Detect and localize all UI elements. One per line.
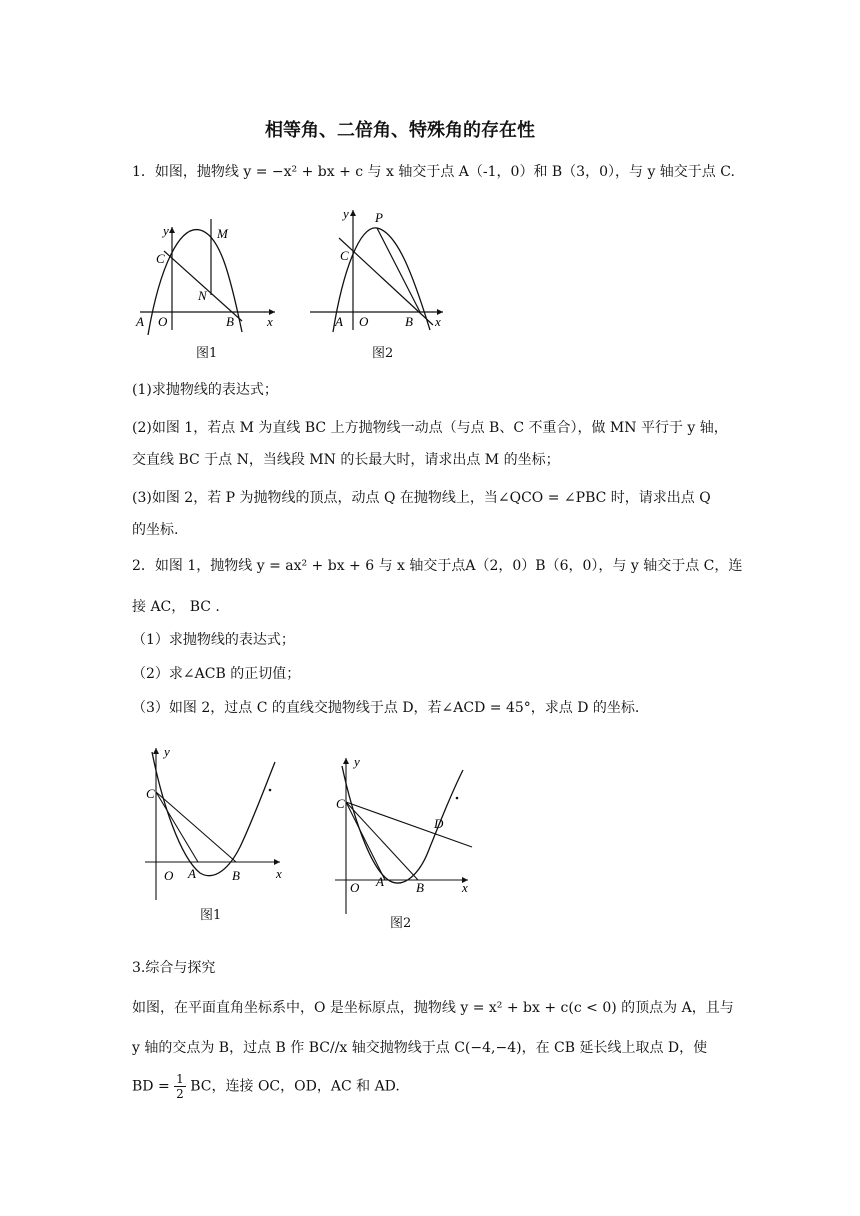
svg-text:x: x <box>267 314 273 329</box>
svg-text:x: x <box>276 866 282 881</box>
problem-2-figure-2-caption: 图2 <box>390 916 412 931</box>
problem-1-figure-1-caption: 图1 <box>196 346 218 361</box>
svg-text:D: D <box>434 816 444 831</box>
svg-text:y: y <box>343 206 349 221</box>
svg-text:C: C <box>146 786 155 801</box>
svg-text:y: y <box>354 754 360 769</box>
problem-3-line-3-lhs: BD = <box>132 1078 170 1095</box>
fraction-one-half <box>174 1072 186 1101</box>
svg-text:O: O <box>359 314 369 329</box>
svg-text:C: C <box>336 796 345 811</box>
problem-3-line-1: 如图，在平面直角坐标系中，O 是坐标原点，抛物线 y = x² + bx + c(c < 0) 的顶点为 A，且与 <box>132 1000 734 1016</box>
problem-3-line-3 <box>132 1072 400 1101</box>
problem-3-line-3-rhs: BC，连接 OC，OD，AC 和 AD. <box>190 1078 400 1095</box>
problem-1-question-2-cont: 交直线 BC 于点 N，当线段 MN 的长最大时，请求出点 M 的坐标； <box>132 452 560 468</box>
problem-1-question-1: (1)求抛物线的表达式； <box>132 382 278 398</box>
problem-3-heading: 3.综合与探究 <box>132 960 216 976</box>
problem-3-line-2: y 轴的交点为 B，过点 B 作 BC//x 轴交抛物线于点 C(−4,−4)，在 CB 延长线上取点 D，使 <box>132 1040 708 1056</box>
problem-1-stem: 1．如图，抛物线 y = −x² + bx + c 与 x 轴交于点 A（-1，0）和 B（3，0），与 y 轴交于点 C. <box>132 164 735 180</box>
problem-2-figure-1 <box>140 742 290 902</box>
problem-2-question-1: （1）求抛物线的表达式； <box>132 632 295 648</box>
svg-text:B: B <box>232 868 240 883</box>
svg-text:y: y <box>163 223 169 238</box>
problem-2-figure-2 <box>330 752 480 917</box>
svg-text:O: O <box>158 314 168 329</box>
problem-2-figure-1-caption: 图1 <box>200 908 222 923</box>
problem-1-figure-2 <box>305 200 450 335</box>
problem-1-figure-2-caption: 图2 <box>372 346 394 361</box>
problem-1-question-3-cont: 的坐标. <box>132 522 179 538</box>
svg-text:A: A <box>376 874 384 889</box>
svg-text:A: A <box>335 314 343 329</box>
svg-text:M: M <box>217 226 228 241</box>
svg-text:A: A <box>188 866 196 881</box>
svg-text:O: O <box>164 868 174 883</box>
svg-text:B: B <box>405 314 413 329</box>
svg-text:A: A <box>136 314 144 329</box>
svg-text:x: x <box>435 314 441 329</box>
svg-text:O: O <box>350 880 360 895</box>
problem-2-stem-cont: 接 AC， BC . <box>132 599 220 615</box>
svg-text:x: x <box>462 880 468 895</box>
problem-2-stem: 2．如图 1，抛物线 y = ax² + bx + 6 与 x 轴交于点A（2，0）B（6，0），与 y 轴交于点 C，连 <box>132 558 743 574</box>
problem-1-question-2: (2)如图 1，若点 M 为直线 BC 上方抛物线一动点（与点 B、C 不重合），做 MN 平行于 y 轴， <box>132 420 728 436</box>
svg-text:B: B <box>416 880 424 895</box>
svg-text:B: B <box>226 314 234 329</box>
problem-1-figure-1 <box>130 205 280 335</box>
svg-text:y: y <box>164 744 170 759</box>
problem-2-question-3: （3）如图 2，过点 C 的直线交抛物线于点 D，若∠ACD = 45°，求点 D 的坐标. <box>132 700 640 716</box>
fraction-numerator: 1 <box>176 1072 184 1086</box>
svg-text:N: N <box>198 288 207 303</box>
svg-text:C: C <box>340 248 349 263</box>
page-title: 相等角、二倍角、特殊角的存在性 <box>265 120 535 141</box>
problem-2-question-2: （2）求∠ACB 的正切值； <box>132 666 301 682</box>
svg-text:P: P <box>375 210 383 225</box>
fraction-denominator: 2 <box>176 1087 184 1101</box>
svg-text:C: C <box>156 251 165 266</box>
problem-1-question-3: (3)如图 2，若 P 为抛物线的顶点，动点 Q 在抛物线上，当∠QCO = ∠PBC 时，请求出点 Q <box>132 490 711 506</box>
